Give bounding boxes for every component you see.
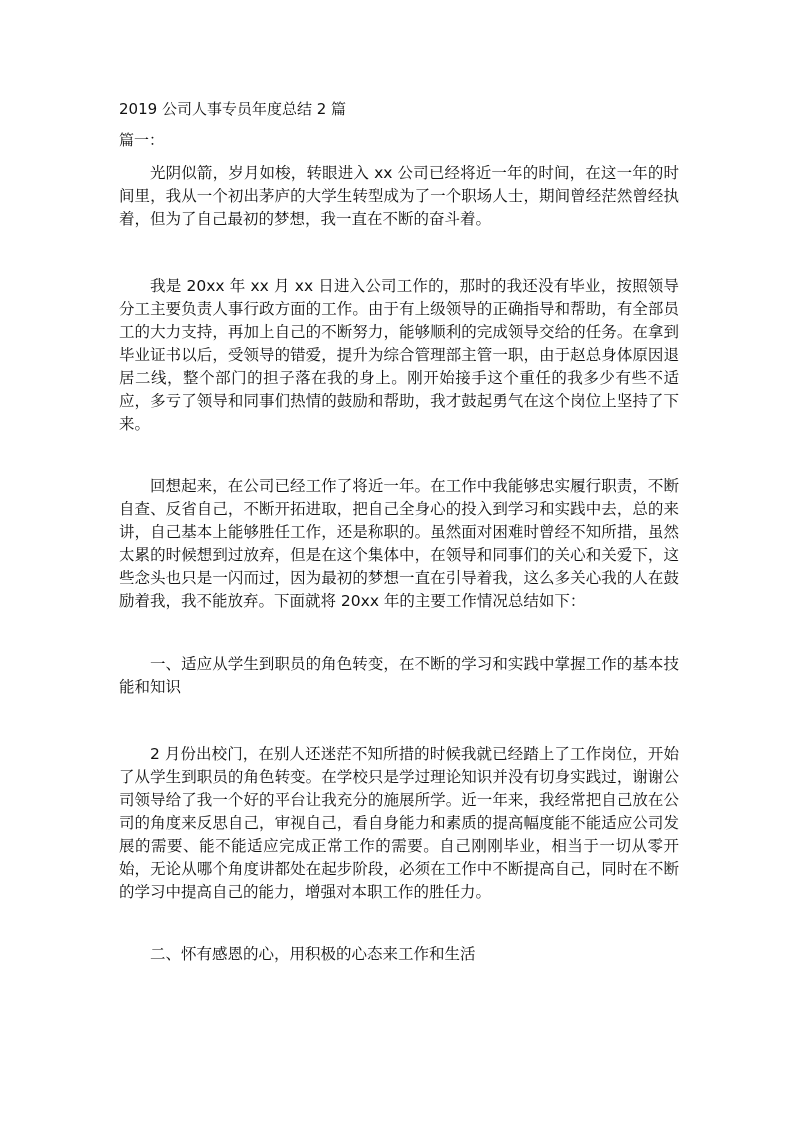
paragraph-role-change: 2 月份出校门，在别人还迷茫不知所措的时候我就已经踏上了工作岗位，开始了从学生到职员的角色转变。在学校只是学过理论知识并没有切身实践过，谢谢公司领导给了我一个好的平台让我充分的施展所学。近一年来，我经常把自己放在公司的角度来反思自己，审视自己，看自身能力和素质的提高幅度能不能适应公司发展的需要、能不能适应完成正常工作的需要。自己刚刚毕业，相当于一切从零开始，无论从哪个角度讲都处在起步阶段，必须在工作中不断提高自己，同时在不断的学习中提高自己的能力，增强对本职工作的胜任力。 <box>119 745 679 901</box>
document-title: 2019 公司人事专员年度总结 2 篇 <box>119 100 347 118</box>
section-heading-1: 一、适应从学生到职员的角色转变，在不断的学习和实践中掌握工作的基本技能和知识 <box>119 655 679 696</box>
paragraph-reflection: 回想起来，在公司已经工作了将近一年。在工作中我能够忠实履行职责，不断自查、反省自己，不断开拓进取，把自己全身心的投入到学习和实践中去，总的来讲，自己基本上能够胜任工作，还是称职的。虽然面对困难时曾经不知所措，虽然太累的时候想到过放弃，但是在这个集体中，在领导和同事们的关心和关爱下，这些念头也只是一闪而过，因为最初的梦想一直在引导着我，这么多关心我的人在鼓励着我，我不能放弃。下面就将 20xx 年的主要工作情况总结如下： <box>119 477 679 610</box>
section-heading-2: 二、怀有感恩的心，用积极的心态来工作和生活 <box>150 945 476 963</box>
paragraph-joining: 我是 20xx 年 xx 月 xx 日进入公司工作的，那时的我还没有毕业，按照领导分工主要负责人事行政方面的工作。由于有上级领导的正确指导和帮助，有全部员工的大力支持，再加上自己的不断努力，能够顺利的完成领导交给的任务。在拿到毕业证书以后，受领导的错爱，提升为综合管理部主管一职，由于赵总身体原因退居二线，整个部门的担子落在我的身上。刚开始接手这个重任的我多少有些不适应，多亏了领导和同事们热情的鼓励和帮助，我才鼓起勇气在这个岗位上坚持了下来。 <box>119 277 679 433</box>
section-label: 篇一： <box>119 131 165 149</box>
paragraph-intro: 光阴似箭，岁月如梭，转眼进入 xx 公司已经将近一年的时间，在这一年的时间里，我从一个初出茅庐的大学生转型成为了一个职场人士，期间曾经茫然曾经执着，但为了自己最初的梦想，我一直在不断的奋斗着。 <box>119 164 679 228</box>
